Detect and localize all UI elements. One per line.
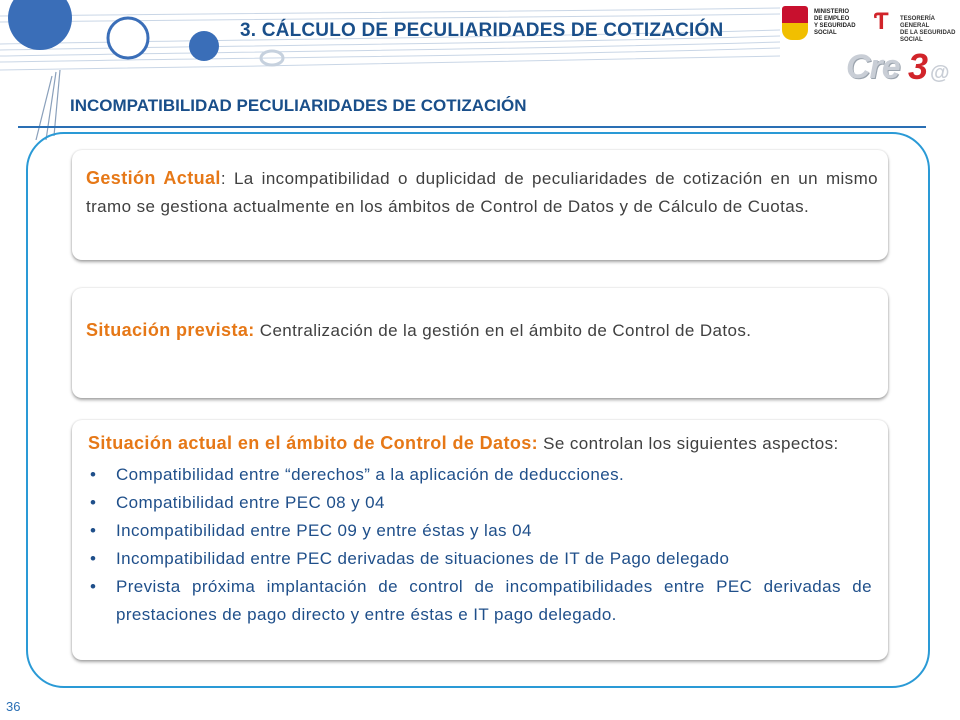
card-lead: Situación prevista: <box>86 320 255 340</box>
ministerio-logo <box>780 4 872 44</box>
card-lead: Gestión Actual <box>86 168 221 188</box>
card-text: Centralización de la gestión en el ámbito de Control de Datos. <box>254 321 752 340</box>
list-item: • Incompatibilidad entre PEC 09 y entre éstas y las 04 <box>88 517 872 545</box>
card-text: : La incompatibilidad o duplicidad de peculiaridades de cotización en un mismo tramo se gestiona actualmente en los ámbitos de Control de Datos y de Cálculo de Cuotas. <box>86 169 878 216</box>
card-situacion-actual <box>72 420 888 660</box>
decor-circle-small <box>189 31 219 61</box>
card-situacion-prevista <box>72 288 888 398</box>
cret-logo: Cre 3 @ <box>846 46 950 87</box>
decor-circle-outline <box>108 18 148 58</box>
page-title: 3. CÁLCULO DE PECULIARIDADES DE COTIZACIÓN <box>240 20 724 41</box>
list-item: • Compatibilidad entre “derechos” a la aplicación de deducciones. <box>88 461 872 489</box>
ministerio-logo-line: DE EMPLEO <box>814 16 850 22</box>
card-lead: Situación actual en el ámbito de Control de Datos: <box>88 433 539 453</box>
list-item: • Prevista próxima implantación de control de incompatibilidades entre PEC derivadas de prestaciones de pago directo y entre éstas e IT pago delegado. <box>88 573 872 629</box>
section-subtitle: INCOMPATIBILIDAD PECULIARIDADES DE COTIZACIÓN <box>70 96 527 115</box>
tgss-logo <box>874 10 960 44</box>
list-item: • Compatibilidad entre PEC 08 y 04 <box>88 489 872 517</box>
aspects-list <box>88 461 872 629</box>
subtitle-divider <box>18 126 926 128</box>
tgss-logo-line: TESORERÍA GENERAL <box>900 16 935 29</box>
card-gestion-actual <box>72 150 888 260</box>
coat-of-arms-icon <box>782 6 808 40</box>
list-item: • Incompatibilidad entre PEC derivadas de situaciones de IT de Pago delegado <box>88 545 872 573</box>
tgss-logo-line: DE LA SEGURIDAD SOCIAL <box>900 30 956 43</box>
page-number: 36 <box>6 699 21 714</box>
tgss-mark-icon: Ƭ <box>874 8 889 35</box>
ministerio-logo-line: Y SEGURIDAD SOCIAL <box>814 23 856 36</box>
card-text: Se controlan los siguientes aspectos: <box>538 434 839 453</box>
ministerio-logo-line: MINISTERIO <box>814 9 850 15</box>
